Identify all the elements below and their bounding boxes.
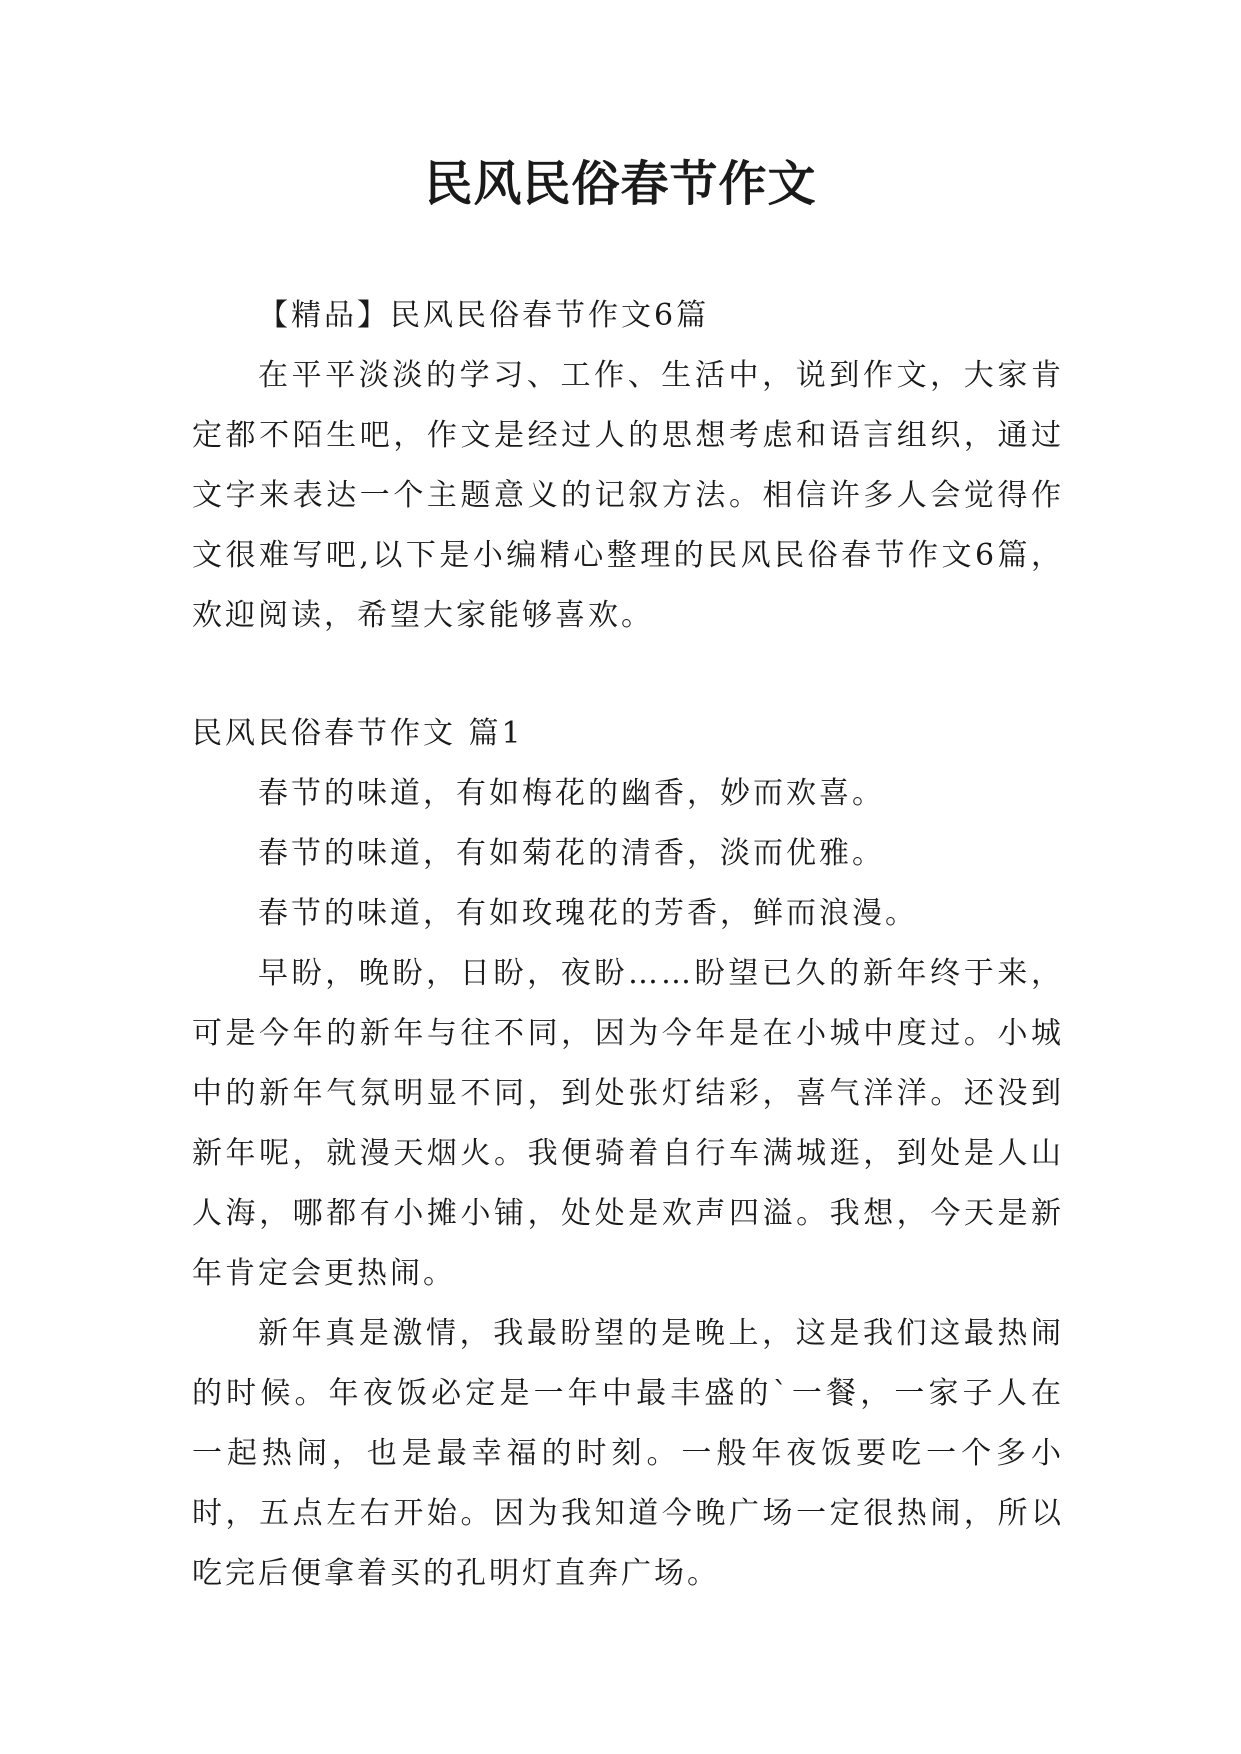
body-paragraph-3: 春节的味道，有如玫瑰花的芳香，鲜而浪漫。	[258, 896, 918, 931]
body-paragraph-4: 早盼，晚盼，日盼，夜盼……盼望已久的新年终于来，可是今年的新年与往不同，因为今年是在小城中度过。小城中的新年气氛明显不同，到处张灯结彩，喜气洋洋。还没到新年呢，就漫天烟火。我便骑着自行车满城逛，到处是人山人海，哪都有小摊小铺，处处是欢声四溢。我想，今天是新年肯定会更热闹。	[192, 956, 1064, 1291]
subtitle-line: 【精品】民风民俗春节作文6篇	[258, 298, 710, 333]
body-paragraph-1: 春节的味道，有如梅花的幽香，妙而欢喜。	[258, 776, 885, 811]
intro-paragraph: 在平平淡淡的学习、工作、生活中，说到作文，大家肯定都不陌生吧，作文是经过人的思想考虑和语言组织，通过文字来表达一个主题意义的记叙方法。相信许多人会觉得作文很难写吧,以下是小编精心整理的民风民俗春节作文6篇，欢迎阅读，希望大家能够喜欢。	[192, 358, 1064, 633]
document-title: 民风民俗春节作文	[424, 156, 817, 212]
body-paragraph-5: 新年真是激情，我最盼望的是晚上，这是我们这最热闹的时候。年夜饭必定是一年中最丰盛的`一餐，一家子人在一起热闹，也是最幸福的时刻。一般年夜饭要吃一个多小时，五点左右开始。因为我知道今晚广场一定很热闹，所以吃完后便拿着买的孔明灯直奔广场。	[192, 1316, 1064, 1591]
section-heading: 民风民俗春节作文 篇1	[192, 716, 524, 751]
body-paragraph-2: 春节的味道，有如菊花的清香，淡而优雅。	[258, 836, 885, 871]
document-body	[192, 286, 1064, 1604]
section-spacer	[192, 646, 1064, 704]
